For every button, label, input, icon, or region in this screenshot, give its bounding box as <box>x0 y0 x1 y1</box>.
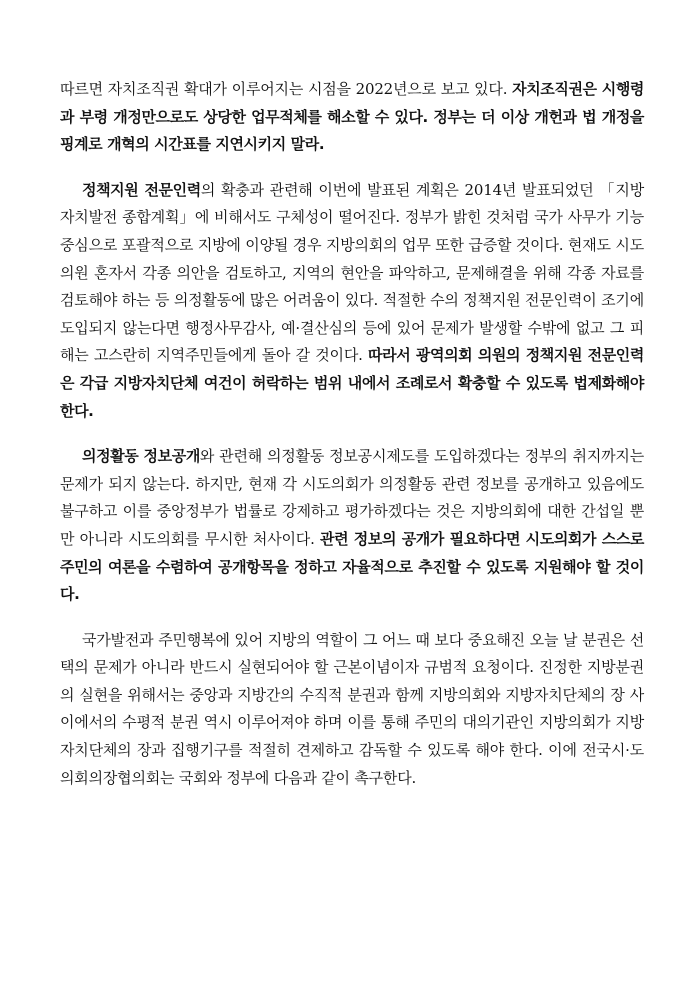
paragraph-4 <box>60 627 644 793</box>
paragraph-1-emphasis: 자치조직권은 시행령과 부령 개정만으로도 상당한 업무적체를 해소할 수 있다. 정부는 더 이상 개헌과 법 개정을 핑계로 개혁의 시간표를 지연시키지 말라. <box>60 80 645 154</box>
paragraph-2-text: 의 확충과 관련해 이번에 발표된 계획은 2014년 발표되었던 「지방자치발전 종합계획」에 비해서도 구체성이 떨어진다. 정부가 밝힌 것처럼 국가 사무가 기능중심으로 포괄적으로 지방에 이양될 경우 지방의회의 업무 또한 급증할 것이다. 현재도 시도의원 혼자서 각종 의안을 검토하고, 지역의 현안을 파악하고, 문제해결을 위해 각종 자료를 검토해야 하는 등 의정활동에 많은 어려움이 있다. 적절한 수의 정책지원 전문인력이 조기에 도입되지 않는다면 행정사무감사, 예·결산심의 등에 있어 문제가 발생할 수밖에 없고 그 피해는 고스란히 지역주민들에게 돌아 갈 것이다. <box>60 180 644 365</box>
paragraph-4-text: 국가발전과 주민행복에 있어 지방의 역할이 그 어느 때 보다 중요해진 오늘 날 분권은 선택의 문제가 아니라 반드시 실현되어야 할 근본이념이자 규범적 요청이다. 진정한 지방분권의 실현을 위해서는 중앙과 지방간의 수직적 분권과 함께 지방의회와 지방자치단체의 장 사이에서의 수평적 분권 역시 이루어져야 하며 이를 통해 주민의 대의기관인 지방의회가 지방자치단체의 장과 집행기구를 적절히 견제하고 감독할 수 있도록 해야 한다. 이에 전국시·도의회의장협의회는 국회와 정부에 다음과 같이 촉구한다. <box>60 630 644 787</box>
paragraph-3-text: 와 관련해 의정활동 정보공시제도를 도입하겠다는 정부의 취지까지는 문제가 되지 않는다. 하지만, 현재 각 시도의회가 의정활동 관련 정보를 공개하고 있음에도 불구하고 이를 중앙정부가 법률로 강제하고 평가하겠다는 것은 지방의회에 대한 간섭일 뿐만 아니라 시도의회를 무시한 처사이다. <box>60 447 644 548</box>
paragraph-3 <box>60 443 644 609</box>
document-page <box>60 76 644 810</box>
paragraph-2-emphasis: 따라서 광역의회 의원의 정책지원 전문인력은 각급 지방자치단체 여건이 허락하는 범위 내에서 조례로서 확충할 수 있도록 법제화해야 한다. <box>60 346 644 420</box>
paragraph-1 <box>60 76 644 159</box>
paragraph-2-heading: 정책지원 전문인력 <box>82 180 201 199</box>
paragraph-3-emphasis: 관련 정보의 공개가 필요하다면 시도의회가 스스로 주민의 여론을 수렴하여 공개항목을 정하고 자율적으로 추진할 수 있도록 지원해야 할 것이다. <box>60 529 644 604</box>
paragraph-3-heading: 의정활동 정보공개 <box>82 447 200 466</box>
paragraph-1-text: 따르면 자치조직권 확대가 이루어지는 시점을 2022년으로 보고 있다. <box>60 80 513 98</box>
paragraph-2 <box>60 177 644 425</box>
